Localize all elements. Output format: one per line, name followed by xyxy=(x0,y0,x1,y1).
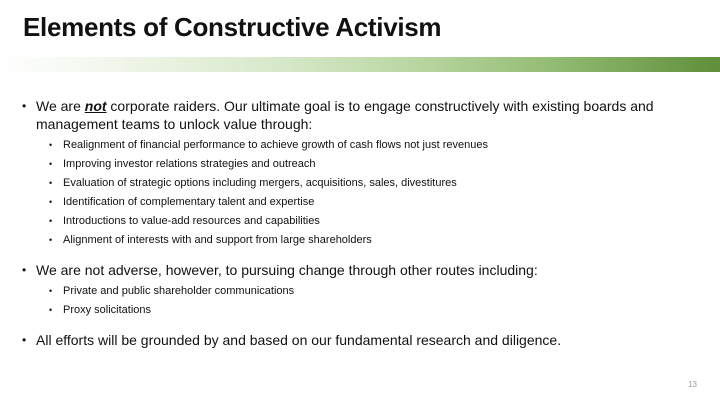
bullet-1-emphasis: not xyxy=(84,98,107,114)
sub-bullet-icon: • xyxy=(49,286,53,296)
bullet-group-3 xyxy=(22,331,702,349)
bullet-icon: • xyxy=(22,99,27,113)
sub-bullet-icon: • xyxy=(49,197,53,207)
sub-bullet-item xyxy=(22,196,702,209)
page-number: 13 xyxy=(688,380,697,389)
sub-bullet-item xyxy=(22,139,702,152)
sub-bullet-text: Improving investor relations strategies and outreach xyxy=(63,158,316,170)
sub-bullet-text: Private and public shareholder communications xyxy=(63,285,295,297)
sub-bullet-text: Identification of complementary talent and expertise xyxy=(63,196,315,208)
bullet-2-text: We are not adverse, however, to pursuing change through other routes including: xyxy=(36,262,538,278)
title-gradient-band xyxy=(0,57,720,72)
sub-bullet-text: Evaluation of strategic options including mergers, acquisitions, sales, divestitures xyxy=(63,177,457,189)
sub-bullet-item xyxy=(22,234,702,247)
slide-title: Elements of Constructive Activism xyxy=(23,12,442,42)
sub-bullet-icon: • xyxy=(49,159,53,169)
sub-bullet-icon: • xyxy=(49,305,53,315)
sub-bullet-icon: • xyxy=(49,140,53,150)
sub-bullet-icon: • xyxy=(49,216,53,226)
bullet-icon: • xyxy=(22,263,27,277)
bullet-group-1 xyxy=(22,97,702,247)
bullet-item-3 xyxy=(22,331,702,349)
sub-bullet-item xyxy=(22,304,702,317)
bullet-3-text: All efforts will be grounded by and based on our fundamental research and diligence. xyxy=(36,332,562,348)
slide-body xyxy=(22,97,702,363)
sub-bullet-item xyxy=(22,215,702,228)
sub-bullet-item xyxy=(22,285,702,298)
bullet-item-2 xyxy=(22,261,702,279)
bullet-1-post: corporate raiders. Our ultimate goal is to engage constructively with existing boards and management teams to unlock value through: xyxy=(36,98,654,132)
bullet-item-1 xyxy=(22,97,702,133)
sub-bullet-text: Introductions to value-add resources and capabilities xyxy=(63,215,320,227)
bullet-icon: • xyxy=(22,333,27,347)
sub-bullet-text: Proxy solicitations xyxy=(63,304,152,316)
sub-bullet-icon: • xyxy=(49,235,53,245)
sub-bullet-text: Realignment of financial performance to achieve growth of cash flows not just revenues xyxy=(63,139,488,151)
bullet-1-pre: We are xyxy=(36,98,85,114)
sub-bullet-text: Alignment of interests with and support from large shareholders xyxy=(63,234,372,246)
sub-bullet-item xyxy=(22,177,702,190)
sub-bullet-icon: • xyxy=(49,178,53,188)
bullet-group-2 xyxy=(22,261,702,317)
sub-bullet-item xyxy=(22,158,702,171)
